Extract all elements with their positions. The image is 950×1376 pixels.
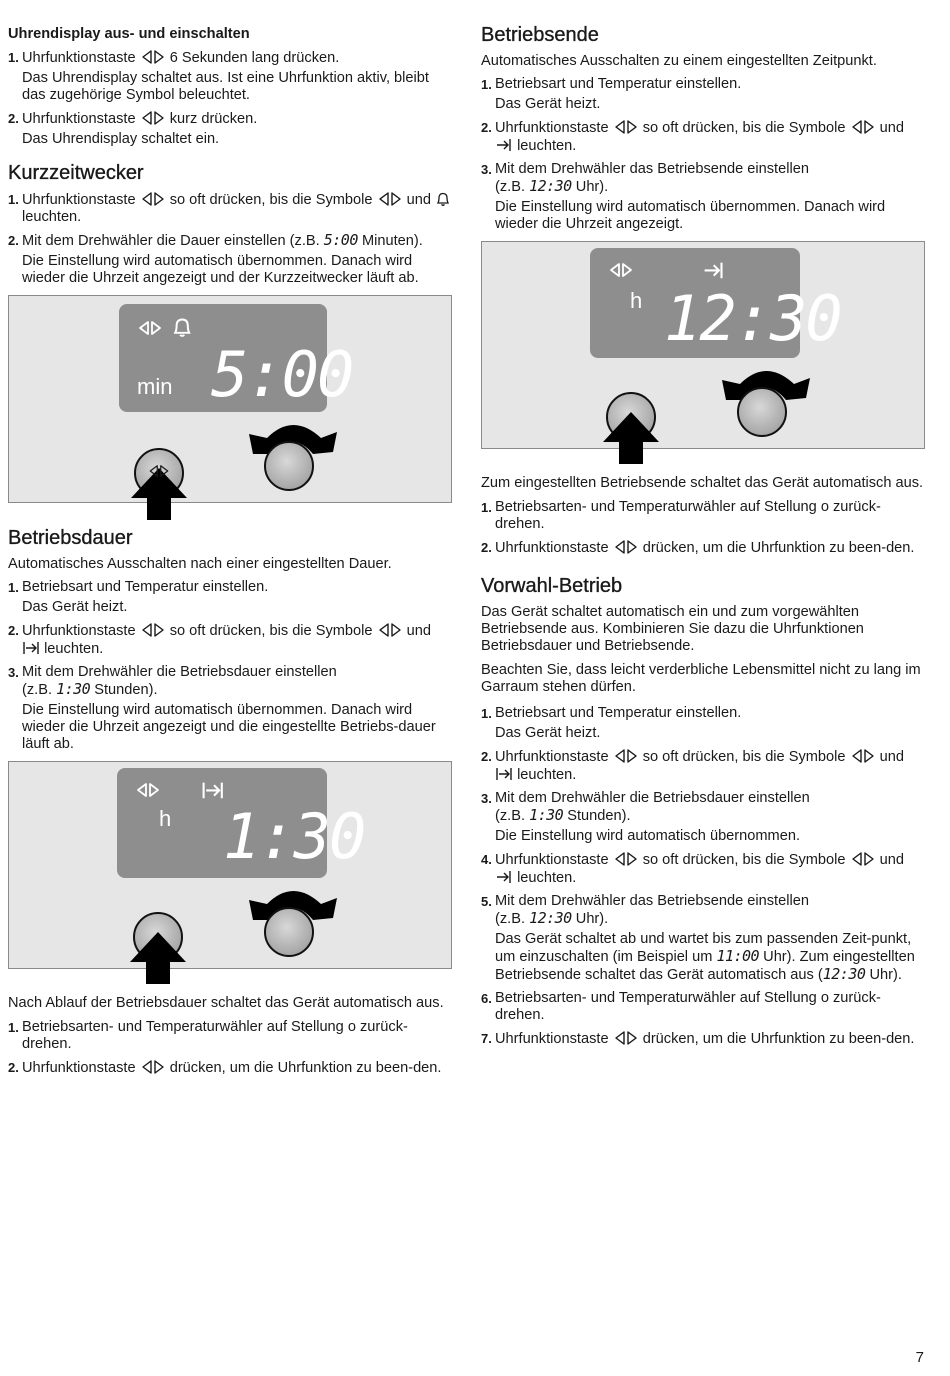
- step-text: Uhrfunktionstaste: [22, 1060, 136, 1076]
- list-item: [8, 1059, 452, 1077]
- list-item: [481, 851, 925, 887]
- list-item: [481, 539, 925, 557]
- display-value: 5:00: [211, 338, 353, 411]
- steps-kurzzeitwecker: [8, 191, 452, 287]
- right-column: [481, 0, 925, 1054]
- display-value: 12:30: [664, 282, 841, 355]
- duration-icon: [204, 783, 222, 799]
- list-item: [481, 990, 925, 1024]
- left-column: [8, 0, 452, 1083]
- after-text: Nach Ablauf der Betriebsdauer schaltet das Gerät automatisch aus.: [8, 995, 444, 1011]
- step-text: drücken, um die Uhrfunktion zu been-den.: [642, 540, 915, 556]
- segment-value: 1:30: [56, 680, 91, 698]
- clock-function-key-icon: [140, 322, 160, 334]
- step-number: 2.: [8, 623, 19, 638]
- step-number: 2.: [8, 111, 19, 126]
- illustration-betriebsdauer: [8, 761, 452, 969]
- step-text: Mit dem Drehwähler die Betriebsdauer einstellen: [495, 790, 810, 806]
- clock-function-key-icon: [140, 191, 166, 207]
- step-number: 1.: [8, 1020, 19, 1035]
- segment-value: 12:30: [529, 177, 572, 195]
- lcd-display: [119, 304, 353, 412]
- step-number: 2.: [481, 120, 492, 135]
- step-text: Uhrfunktionstaste: [22, 111, 136, 127]
- list-item: [481, 790, 925, 845]
- step-text: Betriebsarten- und Temperaturwähler auf Stellung o zurück-drehen.: [22, 1019, 408, 1052]
- step-text: leuchten.: [517, 138, 577, 154]
- step-text: Betriebsart und Temperatur einstellen.: [22, 579, 269, 595]
- clock-function-key-icon: [613, 851, 639, 867]
- end-time-icon: [705, 263, 722, 279]
- step-text: Stunden).: [567, 808, 631, 824]
- clock-function-key-icon: [613, 119, 639, 135]
- list-item: [481, 748, 925, 784]
- bell-icon: [435, 191, 451, 207]
- segment-value: 11:00: [716, 947, 760, 965]
- list-item: [8, 1019, 452, 1053]
- step-text: Stunden).: [94, 682, 158, 698]
- step-text: und: [879, 852, 904, 868]
- display-unit: min: [137, 374, 173, 399]
- list-item: [8, 579, 452, 616]
- steps-after-betriebsdauer: [8, 1019, 452, 1077]
- display-unit: h: [159, 806, 172, 831]
- step-number: 1.: [481, 500, 492, 515]
- rotary-selector[interactable]: [264, 907, 314, 957]
- step-text: Uhrfunktionstaste: [22, 192, 136, 208]
- bell-icon: [175, 320, 189, 336]
- step-number: 1.: [8, 192, 19, 207]
- section-title-betriebsdauer: Betriebsdauer: [8, 527, 133, 549]
- step-text: Uhr).: [575, 911, 609, 927]
- rotary-selector[interactable]: [737, 387, 787, 437]
- end-time-icon: [495, 869, 513, 885]
- step-text: Uhr).: [575, 179, 609, 195]
- step-continuation: Das Gerät heizt.: [495, 725, 601, 741]
- step-number: 2.: [481, 540, 492, 555]
- steps-betriebsende: [481, 76, 925, 233]
- step-text: so oft drücken, bis die Symbole: [642, 120, 846, 136]
- step-number: 1.: [481, 706, 492, 721]
- section-paragraph: Das Gerät schaltet automatisch ein und zum vorgewählten Betriebsende aus. Kombinieren Sie dazu die Uhrfunktionen Betriebsdauer und Betriebsende.: [481, 604, 864, 654]
- clock-function-key-icon: [611, 264, 631, 276]
- step-text: leuchten.: [44, 641, 104, 657]
- list-item: [481, 499, 925, 533]
- steps-after-betriebsende: [481, 499, 925, 557]
- clock-function-key-icon: [140, 622, 166, 638]
- step-text: Uhrfunktionstaste: [495, 749, 609, 765]
- step-text: drücken, um die Uhrfunktion zu been-den.: [642, 1031, 915, 1047]
- clock-function-key-icon: [377, 622, 403, 638]
- section-intro: Automatisches Ausschalten nach einer eingestellten Dauer.: [8, 556, 392, 572]
- clock-function-key-icon: [140, 1059, 166, 1075]
- step-continuation: Das Gerät heizt.: [22, 599, 128, 615]
- step-text: und: [406, 623, 431, 639]
- list-item: [8, 49, 452, 104]
- press-arrow-icon: [603, 412, 659, 464]
- step-text: so oft drücken, bis die Symbole: [169, 623, 373, 639]
- step-text: (z.B.: [495, 808, 525, 824]
- section-title-display-toggle: Uhrendisplay aus- und einschalten: [8, 26, 250, 42]
- step-number: 1.: [8, 50, 19, 65]
- list-item: [8, 110, 452, 148]
- clock-function-key-icon: [140, 110, 166, 126]
- clock-function-key-icon: [613, 1030, 639, 1046]
- step-text: und: [879, 120, 904, 136]
- step-number: 4.: [481, 852, 492, 867]
- step-text: Uhrfunktionstaste: [495, 120, 609, 136]
- step-text: drücken, um die Uhrfunktion zu been-den.: [169, 1060, 442, 1076]
- step-text: und: [879, 749, 904, 765]
- segment-value: 5:00: [323, 231, 358, 249]
- list-item: [8, 232, 452, 287]
- press-arrow-icon: [130, 932, 186, 984]
- step-text: Uhrfunktionstaste: [495, 852, 609, 868]
- step-continuation: Das Gerät heizt.: [495, 96, 601, 112]
- list-item: [481, 76, 925, 113]
- step-text: leuchten.: [22, 209, 82, 225]
- illustration-betriebsende: [481, 241, 925, 449]
- steps-display-toggle: [8, 49, 452, 148]
- section-intro: Automatisches Ausschalten zu einem eingestellten Zeitpunkt.: [481, 53, 877, 69]
- step-text: Minuten).: [361, 233, 423, 249]
- step-text: Uhrfunktionstaste: [495, 1031, 609, 1047]
- list-item: [481, 161, 925, 233]
- step-text: (z.B.: [22, 682, 52, 698]
- clock-function-key-icon: [146, 464, 172, 478]
- list-item: [481, 893, 925, 984]
- clock-function-key-icon: [613, 748, 639, 764]
- section-paragraph: Beachten Sie, dass leicht verderbliche Lebensmittel nicht zu lang im Garraum stehen dürfen.: [481, 662, 921, 695]
- list-item: [8, 191, 452, 226]
- section-title-kurzzeitwecker: Kurzzeitwecker: [8, 162, 144, 184]
- step-text: Mit dem Drehwähler die Dauer einstellen (z.B.: [22, 233, 320, 249]
- step-continuation: Die Einstellung wird automatisch übernommen.: [495, 828, 800, 844]
- duration-icon: [22, 640, 40, 656]
- step-number: 2.: [481, 749, 492, 764]
- step-text: leuchten.: [517, 767, 577, 783]
- step-text: und: [406, 192, 431, 208]
- step-text: Mit dem Drehwähler das Betriebsende einstellen: [495, 893, 809, 909]
- step-text: Betriebsarten- und Temperaturwähler auf Stellung o zurück-drehen.: [495, 499, 881, 532]
- segment-value: 1:30: [529, 806, 564, 824]
- step-text: (z.B.: [495, 179, 525, 195]
- step-text: Betriebsart und Temperatur einstellen.: [495, 76, 742, 92]
- end-time-icon: [495, 137, 513, 153]
- step-number: 5.: [481, 894, 492, 909]
- lcd-display: [117, 768, 365, 878]
- step-text: so oft drücken, bis die Symbole: [642, 749, 846, 765]
- display-unit: h: [630, 288, 643, 313]
- list-item: [481, 705, 925, 742]
- step-number: 3.: [481, 791, 492, 806]
- segment-value: 12:30: [529, 909, 572, 927]
- list-item: [8, 622, 452, 658]
- step-text: so oft drücken, bis die Symbole: [169, 192, 373, 208]
- steps-vorwahl: [481, 705, 925, 1048]
- step-text: leuchten.: [517, 870, 577, 886]
- step-text: Betriebsart und Temperatur einstellen.: [495, 705, 742, 721]
- lcd-display: [590, 248, 841, 358]
- clock-function-key-icon: [613, 539, 639, 555]
- step-number: 2.: [8, 1060, 19, 1075]
- step-number: 3.: [8, 665, 19, 680]
- section-title-betriebsende: Betriebsende: [481, 24, 599, 46]
- step-text: Mit dem Drehwähler das Betriebsende einstellen: [495, 161, 809, 177]
- section-title-vorwahl: Vorwahl-Betrieb: [481, 575, 623, 597]
- step-text: Betriebsarten- und Temperaturwähler auf Stellung o zurück-drehen.: [495, 990, 881, 1023]
- duration-icon: [495, 766, 513, 782]
- step-number: 3.: [481, 162, 492, 177]
- list-item: [481, 1030, 925, 1048]
- step-text: (z.B.: [495, 911, 525, 927]
- list-item: [481, 119, 925, 155]
- step-continuation: Das Uhrendisplay schaltet aus. Ist eine Uhrfunktion aktiv, bleibt das zugehörige Symbol beleuchtet.: [22, 70, 429, 103]
- illustration-kurzzeitwecker: [8, 295, 452, 503]
- clock-function-key-icon: [138, 784, 158, 796]
- step-text: so oft drücken, bis die Symbole: [642, 852, 846, 868]
- step-text: 6 Sekunden lang drücken.: [169, 50, 340, 66]
- display-value: 1:30: [223, 800, 365, 873]
- step-text: Mit dem Drehwähler die Betriebsdauer einstellen: [22, 664, 337, 680]
- step-number: 1.: [481, 77, 492, 92]
- step-continuation: [495, 931, 925, 984]
- step-text: Uhrfunktionstaste: [495, 540, 609, 556]
- step-number: 1.: [8, 580, 19, 595]
- step-text: Uhrfunktionstaste: [22, 50, 136, 66]
- after-text: Zum eingestellten Betriebsende schaltet das Gerät automatisch aus.: [481, 475, 924, 491]
- segment-value: 12:30: [822, 965, 866, 983]
- rotary-selector[interactable]: [264, 441, 314, 491]
- step-text: Uhrfunktionstaste: [22, 623, 136, 639]
- step-continuation: Die Einstellung wird automatisch übernommen. Danach wird wieder die Uhrzeit angezeigt und die eingestellte Betriebs-dauer läuft ab.: [22, 702, 436, 752]
- step-text: Uhr).: [869, 967, 902, 983]
- page-number: 7: [915, 1349, 924, 1366]
- clock-function-key-icon: [850, 119, 876, 135]
- step-continuation: Das Uhrendisplay schaltet ein.: [22, 131, 220, 147]
- list-item: [8, 664, 452, 753]
- step-text: Das Gerät schaltet ab und wartet bis zum passenden Zeit-punkt, um einzuschalten (im Beispiel um: [495, 931, 912, 965]
- step-text: Uhr). Zum eingestellten Betriebsende schaltet das Gerät automatisch aus (: [495, 949, 915, 983]
- clock-function-key-icon: [850, 851, 876, 867]
- clock-function-key-icon: [140, 49, 166, 65]
- step-number: 2.: [8, 233, 19, 248]
- clock-function-key-icon: [850, 748, 876, 764]
- step-number: 7.: [481, 1031, 492, 1046]
- clock-function-key-icon: [377, 191, 403, 207]
- step-continuation: Die Einstellung wird automatisch übernommen. Danach wird wieder die Uhrzeit angezeigt.: [495, 199, 886, 232]
- steps-betriebsdauer: [8, 579, 452, 753]
- step-text: kurz drücken.: [169, 111, 258, 127]
- step-number: 6.: [481, 991, 492, 1006]
- step-continuation: Die Einstellung wird automatisch übernommen. Danach wird wieder die Uhrzeit angezeigt und der Kurzzeitwecker läuft ab.: [22, 253, 419, 286]
